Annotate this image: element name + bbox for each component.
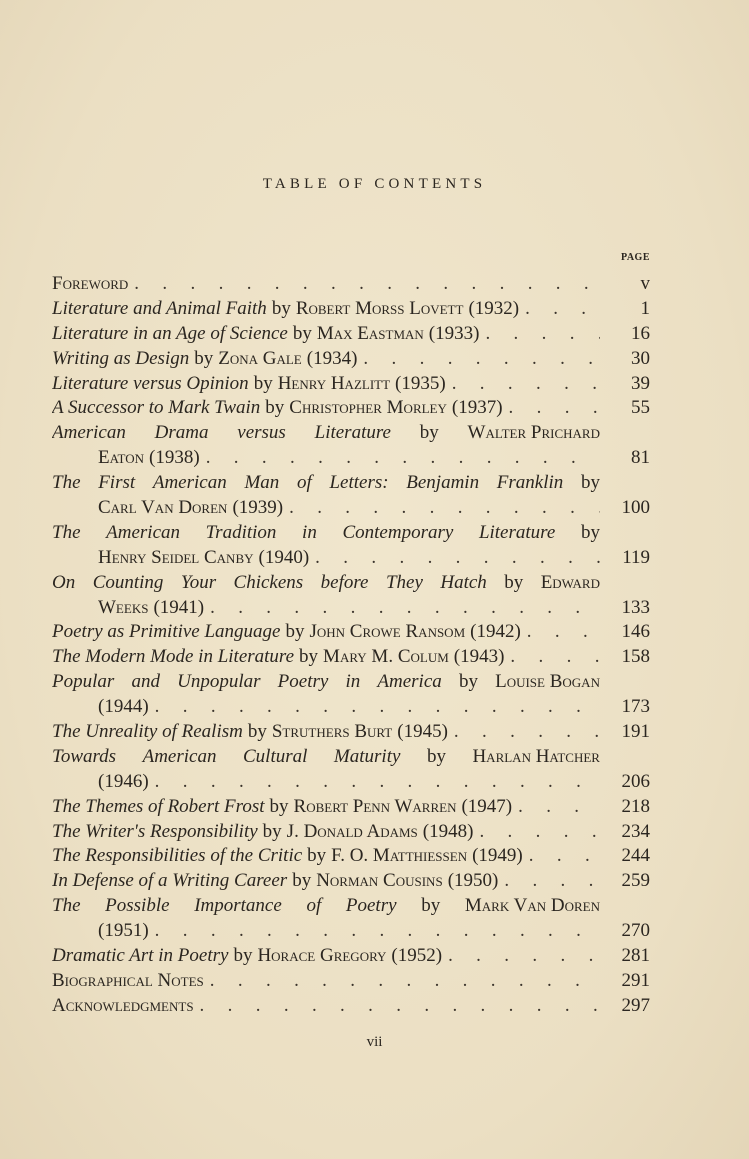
entry-page-number: 55	[631, 397, 650, 419]
entry-text	[52, 670, 600, 695]
entry-page-number: 291	[621, 969, 650, 991]
toc-entry[interactable]	[52, 471, 650, 496]
dot-leader	[200, 994, 600, 1019]
toc-entry[interactable]	[52, 521, 650, 546]
dot-leader	[289, 496, 600, 521]
entry-year: (1949)	[472, 845, 523, 867]
toc-entry[interactable]	[52, 844, 650, 869]
entry-author: Horace Gregory	[257, 945, 387, 967]
entry-page-number: 119	[622, 546, 650, 568]
entry-title-word[interactable]: Cultural	[243, 745, 308, 767]
toc-entry[interactable]	[52, 745, 650, 770]
entry-page-number: 206	[621, 770, 650, 792]
dot-leader	[509, 396, 600, 421]
entry-year: (1943)	[453, 646, 505, 668]
entry-year: (1945)	[397, 721, 448, 743]
by-label: by	[299, 646, 319, 668]
entry-author: Louise Bogan	[495, 671, 600, 693]
by-label: by	[458, 671, 478, 693]
toc-entry[interactable]	[52, 795, 650, 820]
dot-leader	[529, 844, 600, 869]
entry-title-word[interactable]: Letters:	[329, 472, 389, 494]
dot-leader	[525, 297, 600, 322]
entry-year: (1940)	[258, 546, 310, 568]
entry-title-word[interactable]: Man	[244, 472, 280, 494]
entry-author-continued: Eaton	[98, 447, 145, 469]
by-label: by	[307, 845, 327, 867]
entry-author: Edward	[540, 571, 600, 593]
by-label: by	[581, 472, 600, 494]
entry-year: (1946)	[98, 770, 149, 792]
by-label: by	[292, 870, 312, 892]
entry-title-word[interactable]: First	[98, 472, 136, 494]
dot-leader	[155, 919, 600, 944]
dot-leader	[518, 795, 600, 820]
entry-page-number: 39	[631, 372, 650, 394]
page-number-folio: vii	[366, 1034, 383, 1050]
entry-year: (1937)	[451, 397, 503, 419]
dot-leader	[155, 770, 600, 795]
entry-title[interactable]: The Themes of Robert Frost	[52, 795, 265, 817]
contents-list	[52, 272, 650, 1019]
entry-text	[52, 894, 600, 919]
entry-text	[52, 297, 600, 322]
entry-text	[52, 471, 600, 496]
entry-text	[52, 844, 600, 869]
page-title: TABLE OF CONTENTS	[262, 176, 487, 192]
entry-title-word[interactable]: Popular	[52, 671, 115, 693]
entry-title-word[interactable]: of	[306, 895, 322, 917]
entry-title-word[interactable]: Franklin	[496, 472, 564, 494]
entry-title-word[interactable]: Contemporary	[342, 521, 454, 543]
entry-text	[52, 347, 600, 372]
toc-entry[interactable]	[52, 297, 650, 322]
toc-entry[interactable]	[52, 571, 650, 596]
toc-entry[interactable]	[52, 944, 650, 969]
by-label: by	[269, 795, 289, 817]
toc-entry[interactable]	[52, 670, 650, 695]
by-label: by	[271, 297, 291, 319]
entry-year: (1950)	[447, 870, 499, 892]
entry-author: Robert Penn Warren	[293, 795, 457, 817]
entry-title-word[interactable]: of	[296, 472, 312, 494]
entry-text	[52, 496, 600, 521]
entry-title-word[interactable]: The	[52, 472, 81, 494]
entry-title[interactable]: The Unreality of Realism	[52, 721, 243, 743]
entry-author: John Crowe Ransom	[309, 621, 466, 643]
entry-year: (1948)	[422, 820, 474, 842]
entry-text	[52, 322, 600, 347]
entry-page-number: 244	[621, 845, 650, 867]
entry-title[interactable]: Literature in an Age of Science	[52, 322, 288, 344]
entry-text	[52, 546, 600, 571]
by-label: by	[233, 945, 253, 967]
by-label: by	[265, 397, 285, 419]
entry-title-word[interactable]: Benjamin	[406, 472, 480, 494]
entry-author: Christopher Morley	[289, 397, 447, 419]
entry-title-word[interactable]: American	[152, 472, 227, 494]
entry-title-word[interactable]: American	[142, 745, 217, 767]
dot-leader	[510, 645, 600, 670]
by-label: by	[194, 347, 214, 369]
entry-title[interactable]: Foreword	[52, 273, 129, 294]
entry-author: Robert Morss Lovett	[295, 297, 464, 319]
entry-year: (1947)	[461, 795, 513, 817]
entry-author: Struthers Burt	[271, 721, 393, 743]
entry-text	[52, 770, 600, 795]
toc-entry[interactable]	[52, 820, 650, 845]
toc-entry[interactable]	[52, 372, 650, 397]
toc-entry[interactable]	[52, 869, 650, 894]
entry-page-number: 191	[621, 721, 650, 743]
dot-leader	[504, 869, 600, 894]
entry-text	[52, 969, 600, 994]
entry-page-number: 16	[631, 322, 650, 344]
entry-author-continued: Henry Seidel Canby	[98, 546, 254, 568]
entry-text	[52, 571, 600, 596]
entry-title[interactable]: Biographical Notes	[52, 969, 204, 991]
entry-title-word[interactable]: American	[106, 521, 181, 543]
entry-page-number: 173	[621, 696, 650, 718]
entry-year: (1938)	[149, 447, 200, 469]
entry-page-number: v	[640, 273, 650, 294]
entry-title-word[interactable]: Poetry	[277, 671, 329, 693]
entry-title[interactable]: A Successor to Mark Twain	[52, 397, 261, 419]
entry-year: (1935)	[395, 372, 446, 394]
entry-text	[52, 720, 600, 745]
toc-entry-continuation[interactable]	[52, 695, 650, 720]
toc-entry[interactable]	[52, 894, 650, 919]
entry-title-word[interactable]: Literature	[478, 521, 556, 543]
entry-title-word[interactable]: Drama	[154, 422, 209, 444]
entry-page-number: 281	[621, 945, 650, 967]
entry-title-word[interactable]: in	[345, 671, 361, 693]
page-column-label: PAGE	[620, 252, 650, 263]
entry-text	[52, 795, 600, 820]
dot-leader	[363, 347, 600, 372]
entry-page-number: 158	[621, 646, 650, 668]
entry-text	[52, 645, 600, 670]
entry-author: Mark Van Doren	[464, 895, 600, 917]
toc-entry[interactable]	[52, 994, 650, 1019]
by-label: by	[292, 322, 312, 344]
entry-page-number: 100	[621, 497, 650, 519]
toc-entry[interactable]	[52, 645, 650, 670]
by-label: by	[253, 372, 273, 394]
toc-entry-continuation[interactable]	[52, 596, 650, 621]
entry-title-word[interactable]: Literature	[314, 422, 391, 444]
entry-title[interactable]: Writing as Design	[52, 347, 190, 369]
entry-year: (1932)	[468, 297, 520, 319]
entry-text	[52, 596, 600, 621]
entry-year: (1941)	[153, 596, 205, 618]
entry-title[interactable]: Poetry as Primitive Language	[52, 621, 281, 643]
entry-text	[52, 272, 600, 297]
by-label: by	[580, 521, 600, 543]
dot-leader	[210, 969, 600, 994]
entry-text	[52, 521, 600, 546]
toc-entry-continuation[interactable]	[52, 546, 650, 571]
entry-title-word[interactable]: Possible	[105, 895, 170, 917]
entry-title-word[interactable]: Tradition	[205, 521, 277, 543]
entry-title-word[interactable]: Unpopular	[177, 671, 261, 693]
entry-page-number: 81	[631, 447, 650, 469]
dot-leader	[210, 596, 600, 621]
entry-title-word[interactable]: Hatch	[440, 571, 487, 593]
entry-title-word[interactable]: Chickens	[233, 571, 304, 593]
entry-title-word[interactable]: America	[377, 671, 442, 693]
entry-title-word[interactable]: American	[52, 422, 126, 444]
by-label: by	[421, 895, 441, 917]
dot-leader	[315, 546, 600, 571]
toc-entry[interactable]	[52, 969, 650, 994]
dot-leader	[454, 720, 600, 745]
entry-title[interactable]: Dramatic Art in Poetry	[52, 945, 229, 967]
entry-page-number: 259	[621, 870, 650, 892]
by-label: by	[504, 571, 524, 593]
entry-title[interactable]: The Modern Mode in Literature	[52, 646, 295, 668]
entry-title-word[interactable]: Importance	[194, 895, 282, 917]
entry-author: Harlan Hatcher	[472, 745, 600, 767]
dot-leader	[206, 446, 600, 471]
entry-year: (1951)	[98, 920, 149, 942]
dot-leader	[479, 820, 600, 845]
entry-year: (1944)	[98, 696, 149, 718]
dot-leader	[527, 620, 600, 645]
entry-title[interactable]: The Responsibilities of the Critic	[52, 845, 303, 867]
entry-text	[52, 820, 600, 845]
entry-page-number: 234	[621, 820, 650, 842]
entry-title-word[interactable]: On	[52, 571, 76, 593]
entry-title[interactable]: In Defense of a Writing Career	[52, 870, 288, 892]
entry-title-word[interactable]: before	[320, 571, 369, 593]
toc-entry-continuation[interactable]	[52, 496, 650, 521]
by-label: by	[262, 820, 282, 842]
entry-author-continued: Weeks	[98, 596, 149, 618]
entry-text	[52, 745, 600, 770]
toc-entry[interactable]	[52, 322, 650, 347]
entry-text	[52, 446, 600, 471]
entry-text	[52, 421, 600, 446]
entry-page-number: 133	[621, 596, 650, 618]
entry-year: (1939)	[232, 497, 284, 519]
entry-year: (1933)	[428, 322, 480, 344]
entry-title-word[interactable]: The	[52, 521, 81, 543]
entry-title-word[interactable]: Towards	[52, 745, 117, 767]
dot-leader	[155, 695, 600, 720]
by-label: by	[419, 422, 439, 444]
dot-leader	[485, 322, 600, 347]
entry-title-word[interactable]: and	[131, 671, 160, 693]
toc-entry-continuation[interactable]	[52, 446, 650, 471]
entry-page-number: 218	[621, 795, 650, 817]
entry-text	[52, 396, 600, 421]
dot-leader	[452, 372, 600, 397]
entry-text	[52, 944, 600, 969]
by-label: by	[426, 745, 446, 767]
toc-entry[interactable]	[52, 421, 650, 446]
entry-title-word[interactable]: Counting	[92, 571, 164, 593]
entry-title-word[interactable]: Poetry	[345, 895, 397, 917]
entry-page-number: 297	[621, 994, 650, 1016]
entry-author: Norman Cousins	[316, 870, 443, 892]
entry-title-word[interactable]: in	[302, 521, 317, 543]
dot-leader	[134, 272, 600, 297]
entry-title-word[interactable]: Maturity	[333, 745, 401, 767]
entry-text	[52, 919, 600, 944]
entry-author-continued: Carl Van Doren	[98, 497, 228, 519]
entry-title-word[interactable]: Your	[180, 571, 217, 593]
toc-entry[interactable]	[52, 272, 650, 297]
entry-text	[52, 869, 600, 894]
toc-entry-continuation[interactable]	[52, 770, 650, 795]
entry-title-word[interactable]: versus	[237, 422, 286, 444]
entry-author: Max Eastman	[316, 322, 424, 344]
entry-author: Zona Gale	[218, 347, 302, 369]
entry-page-number: 30	[631, 347, 650, 369]
toc-entry-continuation[interactable]	[52, 919, 650, 944]
entry-page-number: 1	[640, 297, 650, 319]
toc-entry[interactable]	[52, 396, 650, 421]
entry-page-number: 146	[621, 621, 650, 643]
entry-author: Mary M. Colum	[323, 646, 449, 668]
entry-title-word[interactable]: They	[385, 571, 423, 593]
by-label: by	[285, 621, 305, 643]
entry-title-word[interactable]: The	[52, 895, 81, 917]
toc-entry[interactable]	[52, 620, 650, 645]
entry-author: Henry Hazlitt	[277, 372, 391, 394]
toc-entry[interactable]	[52, 347, 650, 372]
entry-text	[52, 620, 600, 645]
entry-year: (1952)	[391, 945, 443, 967]
entry-year: (1934)	[306, 347, 358, 369]
entry-title[interactable]: The Writer's Responsibility	[52, 820, 258, 842]
entry-text	[52, 372, 600, 397]
entry-text	[52, 994, 600, 1019]
entry-author: F. O. Matthiessen	[331, 845, 468, 867]
entry-title[interactable]: Acknowledgments	[52, 994, 194, 1016]
entry-page-number: 270	[621, 920, 650, 942]
entry-author: Walter Prichard	[467, 422, 600, 444]
dot-leader	[448, 944, 600, 969]
by-label: by	[247, 721, 267, 743]
entry-text	[52, 695, 600, 720]
entry-author: J. Donald Adams	[286, 820, 418, 842]
entry-title[interactable]: Literature and Animal Faith	[52, 297, 267, 319]
entry-title[interactable]: Literature versus Opinion	[52, 372, 249, 394]
toc-entry[interactable]	[52, 720, 650, 745]
entry-year: (1942)	[470, 621, 521, 643]
